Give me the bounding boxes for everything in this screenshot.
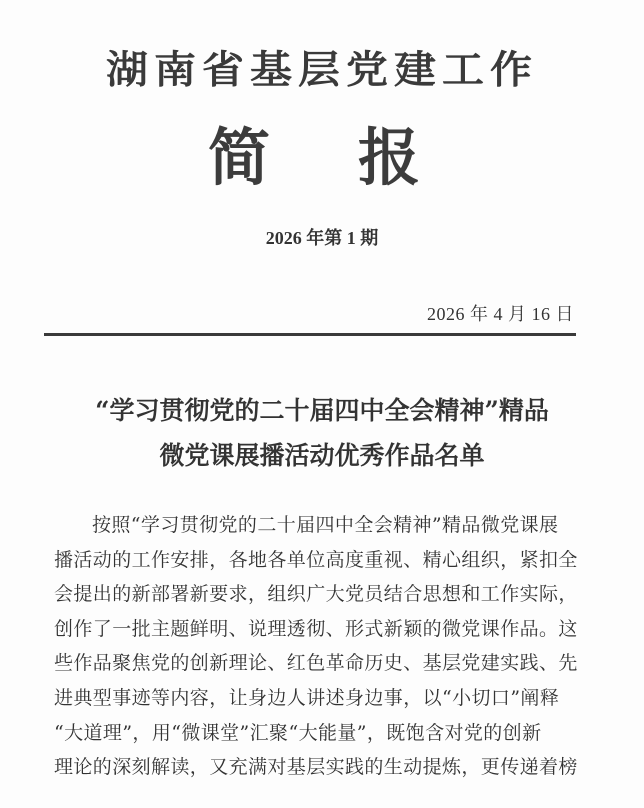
masthead-divider [44, 333, 576, 336]
article-title-line-2: 微党课展播活动优秀作品名单 [159, 441, 485, 470]
body-line: 进典型事迹等内容，让身边人讲述身边事，以“小切口”阐释 [54, 686, 560, 709]
body-line: 按照“学习贯彻党的二十届四中全会精神”精品微党课展 [92, 514, 559, 536]
body-line: 理论的深刻解读，又充满对基层实践的生动提炼，更传递着榜 [54, 756, 578, 779]
article-title [0, 388, 644, 478]
body-line: 会提出的新部署新要求，组织广大党员结合思想和工作实际， [54, 583, 578, 606]
masthead-title-char-1: 简 [208, 121, 271, 194]
body-line: 创作了一批主题鲜明、说理透彻、形式新颖的微党课作品。这 [54, 617, 578, 640]
body-line: 些作品聚焦党的创新理论、红色革命历史、基层党建实践、先 [54, 652, 578, 675]
body-line: 播活动的工作安排，各地各单位高度重视、精心组织，紧扣全 [54, 548, 578, 571]
issue-number: 2026 年第 1 期 [265, 228, 379, 248]
article-body [54, 508, 584, 785]
masthead-title-char-2: 报 [358, 121, 421, 194]
issue-date: 2026 年 4 月 16 日 [427, 304, 574, 324]
article-title-line-1: “学习贯彻党的二十届四中全会精神”精品 [95, 396, 549, 425]
masthead-organization: 湖南省基层党建工作 [105, 47, 538, 93]
body-line: “大道理”，用“微课堂”汇聚“大能量”，既饱含对党的创新 [54, 721, 542, 744]
